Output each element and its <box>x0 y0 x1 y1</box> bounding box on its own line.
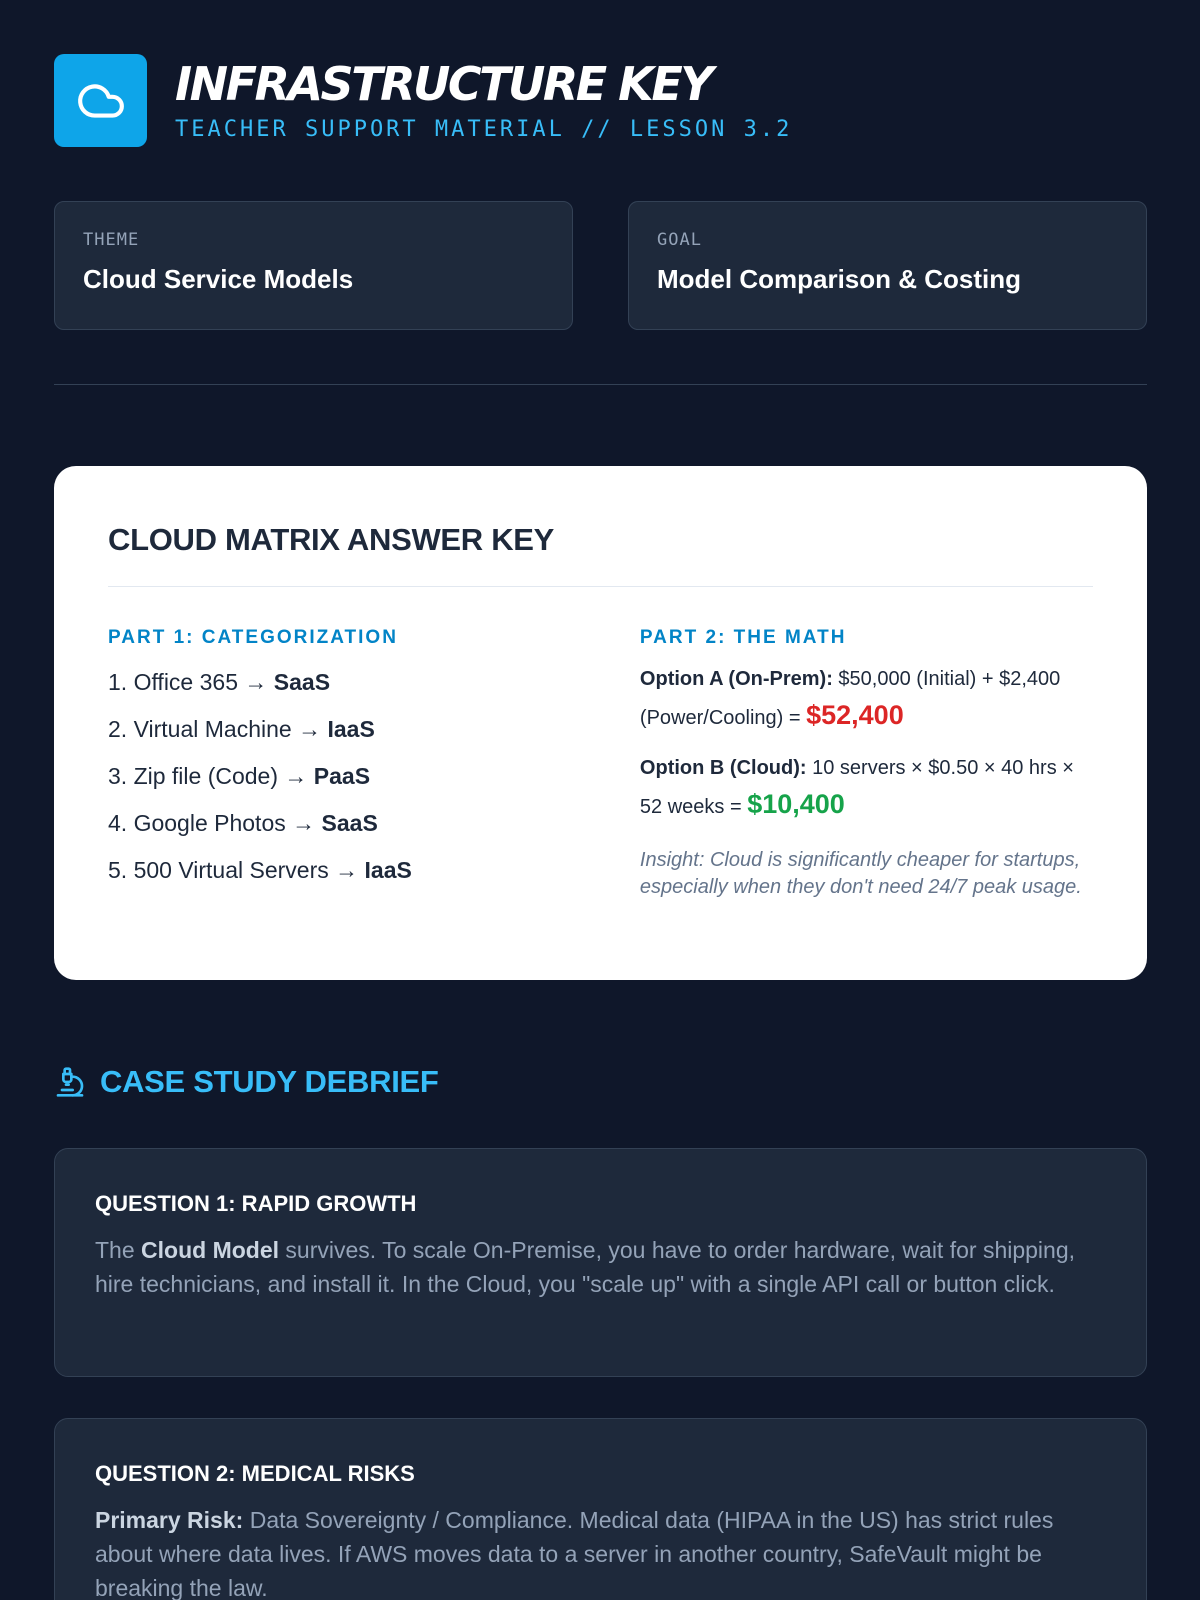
logo <box>54 54 147 147</box>
question-1-title: QUESTION 1: RAPID GROWTH <box>95 1191 417 1216</box>
question-1-answer: The Cloud Model survives. To scale On-Premise, you have to order hardware, wait for shipping, hire technicians, and install it. In the Cloud, you "scale up" with a single API call or button click. <box>95 1237 1076 1297</box>
question-2-title: QUESTION 2: MEDICAL RISKS <box>95 1461 415 1486</box>
goal-value: Model Comparison & Costing <box>657 264 1021 294</box>
insight-note: Insight: Cloud is significantly cheaper for startups, especially when they don't need 24/7 peak usage. <box>639 849 1082 898</box>
option-b: Option B (Cloud): 10 servers × $0.50 × 40 hrs × 52 weeks = $10,400 <box>639 757 1074 819</box>
answer-key-title: CLOUD MATRIX ANSWER KEY <box>108 522 555 557</box>
page-header <box>54 54 792 147</box>
goal-label: GOAL <box>657 230 702 250</box>
page-subtitle: TEACHER SUPPORT MATERIAL // LESSON 3.2 <box>175 117 793 142</box>
theme-card <box>54 201 573 330</box>
option-a: Option A (On-Prem): $50,000 (Initial) + $2,400 (Power/Cooling) = $52,400 <box>639 668 1061 730</box>
case-study-heading <box>54 1064 439 1100</box>
list-item: 1. Office 365 → SaaS <box>108 669 331 695</box>
cloud-icon <box>76 76 126 126</box>
divider <box>54 384 1147 385</box>
list-item: 3. Zip file (Code) → PaaS <box>108 763 371 789</box>
answer-key-divider <box>108 586 1093 587</box>
theme-value: Cloud Service Models <box>83 264 354 294</box>
part1-label: PART 1: CATEGORIZATION <box>108 627 398 648</box>
option-b-total: $10,400 <box>747 789 845 819</box>
goal-card <box>628 201 1147 330</box>
categorization-column <box>108 627 640 901</box>
case-study-title: CASE STUDY DEBRIEF <box>100 1064 439 1099</box>
question-card-1 <box>54 1148 1147 1377</box>
list-item: 4. Google Photos → SaaS <box>108 810 378 836</box>
math-column <box>640 627 1093 901</box>
list-item: 2. Virtual Machine → IaaS <box>108 716 375 742</box>
microscope-icon <box>54 1066 86 1098</box>
theme-label: THEME <box>83 230 140 250</box>
answer-key-panel <box>54 466 1147 980</box>
question-card-2 <box>54 1418 1147 1600</box>
option-a-total: $52,400 <box>806 700 904 730</box>
part2-label: PART 2: THE MATH <box>639 627 847 648</box>
list-item: 5. 500 Virtual Servers → IaaS <box>108 857 412 883</box>
question-2-answer: Primary Risk: Data Sovereignty / Compliance. Medical data (HIPAA in the US) has strict rules about where data lives. If AWS moves data to a server in another country, SafeVault might be breaking the law. <box>95 1507 1054 1600</box>
page-title: INFRASTRUCTURE KEY <box>175 57 712 111</box>
